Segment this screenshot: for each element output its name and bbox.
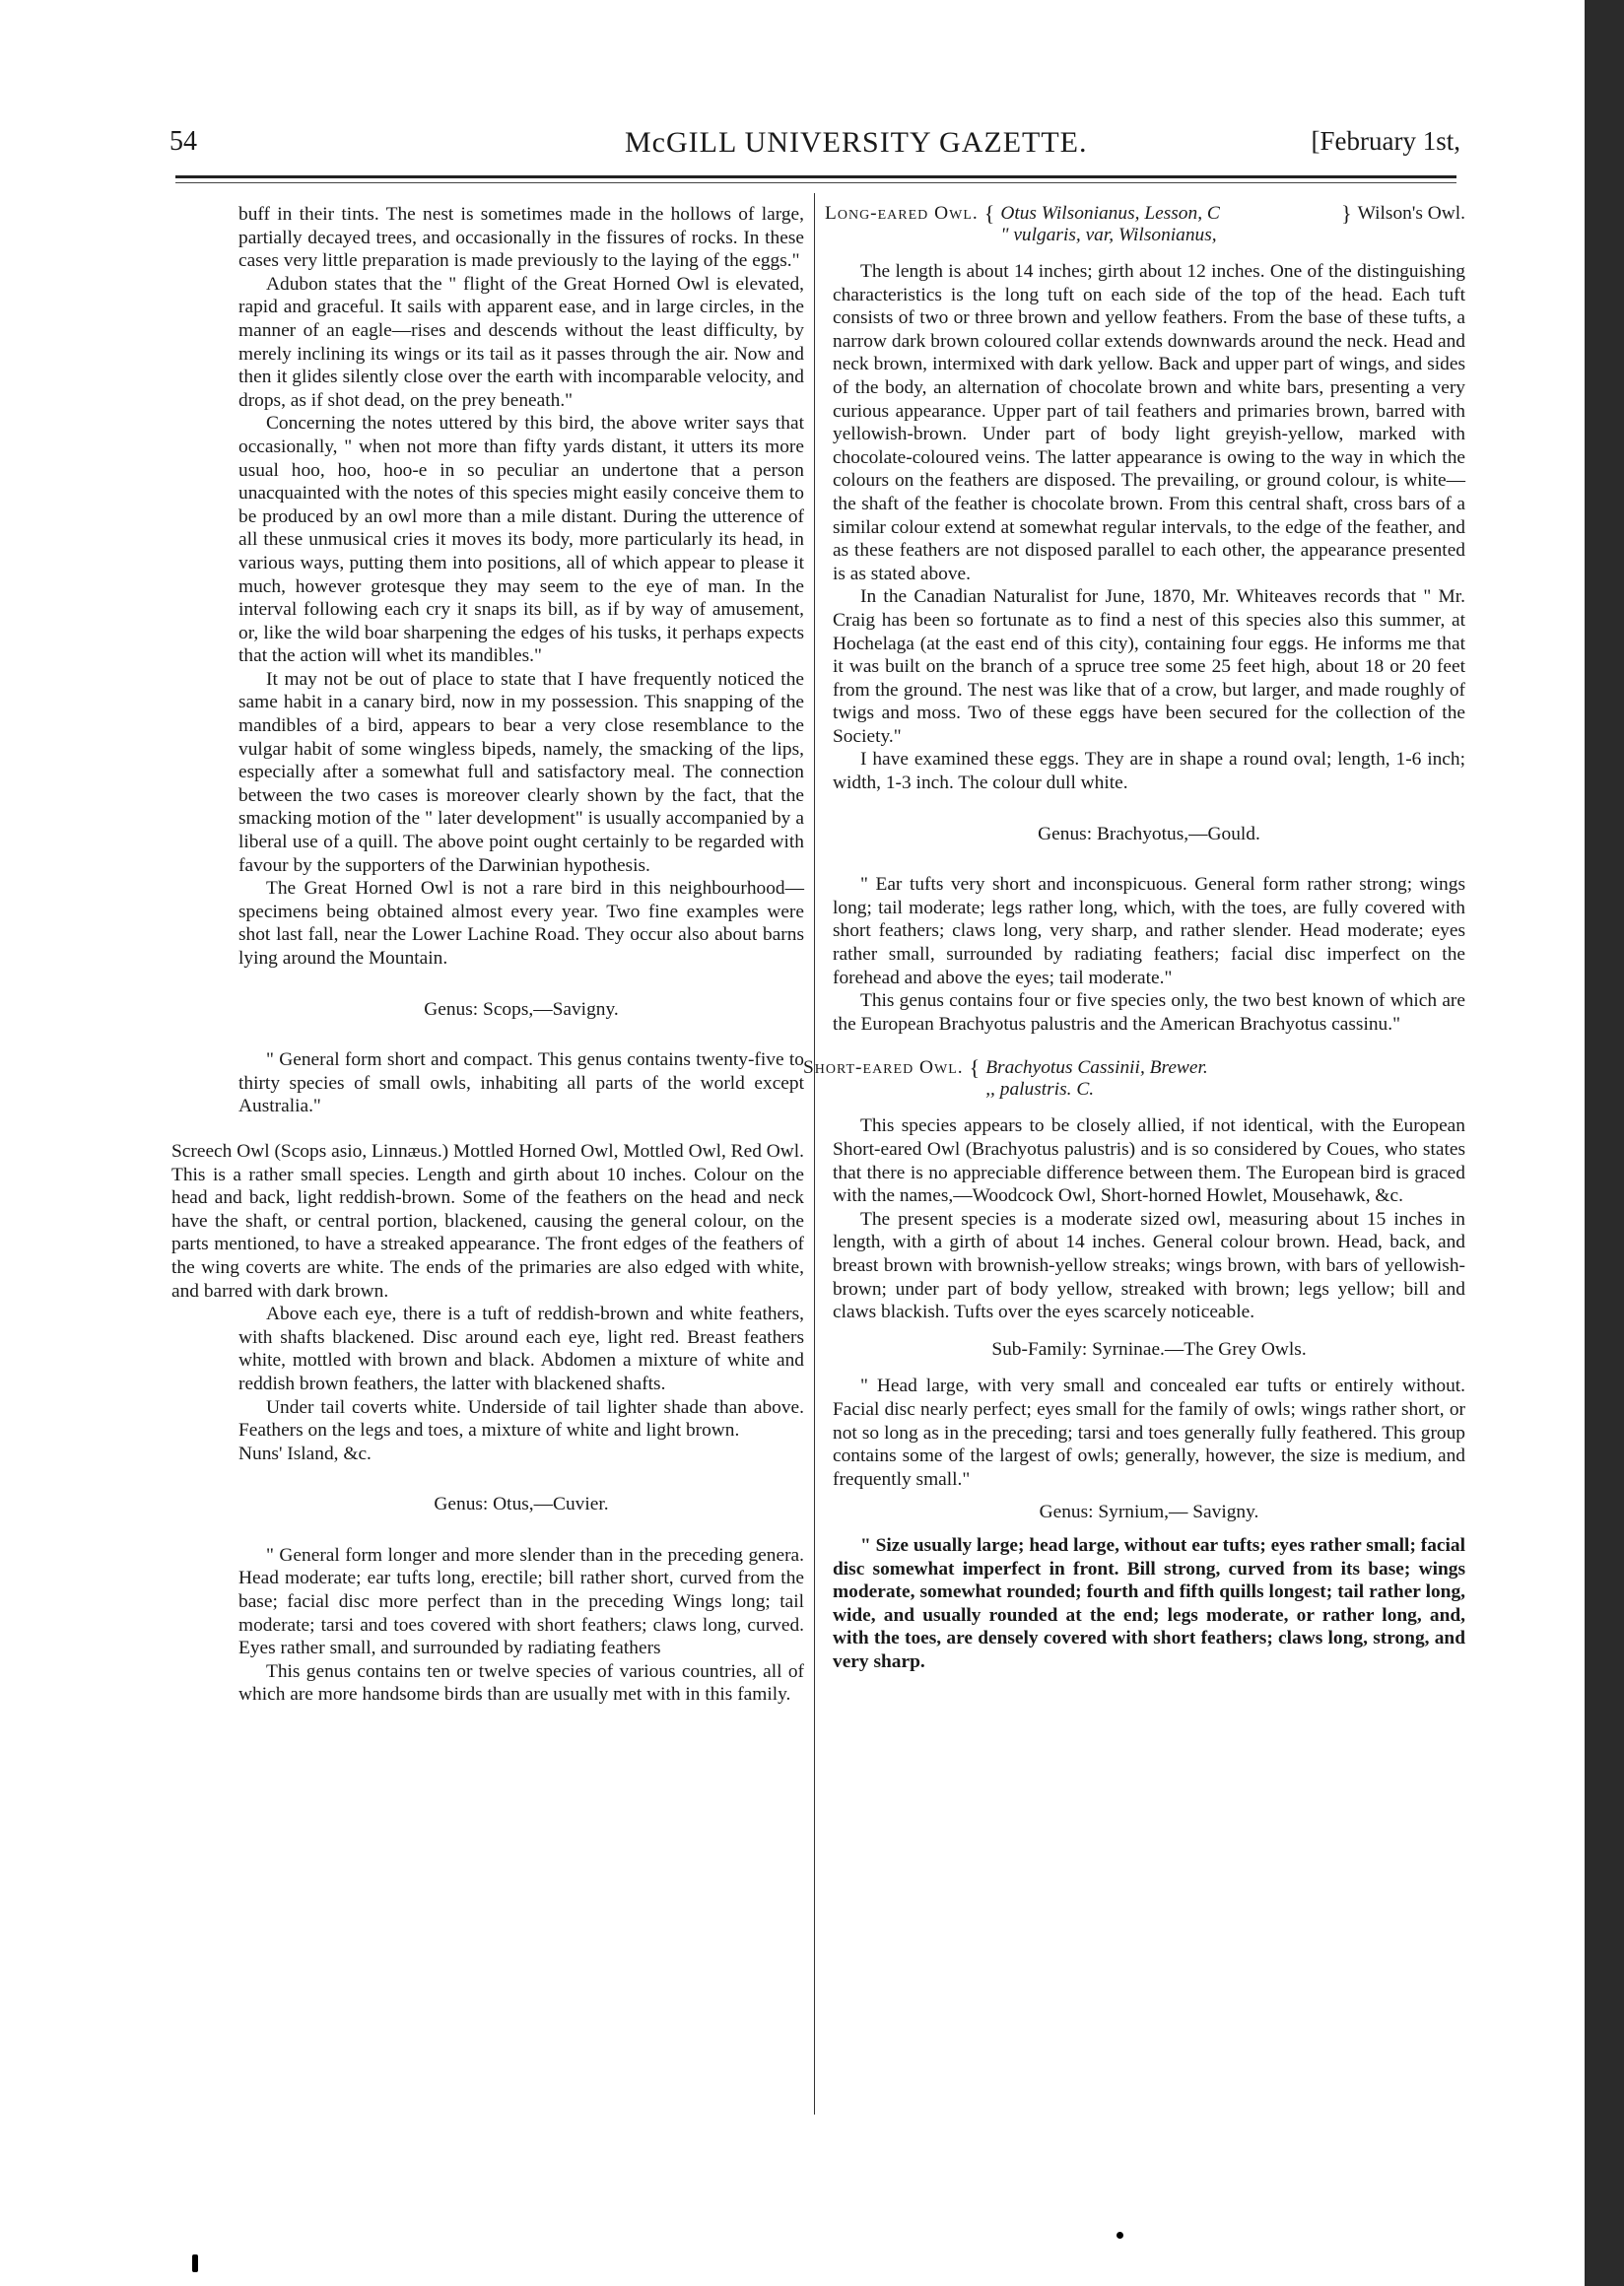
paragraph: Adubon states that the " flight of the Great Horned Owl is elevated, rapid and graceful. It sails with apparent ease, and in large circles, in the manner of an eagle—rises and descends without the least difficulty, by merely inclining its wings or its tail as it passes through the air. Now and then it glides silently close over the earth with incomparable velocity, and drops, as if shot dead, on the prey beneath." <box>238 273 804 411</box>
page-edge-shadow <box>1585 0 1624 2286</box>
page-header <box>169 126 1460 166</box>
synonymy-block <box>825 203 1465 246</box>
synonym-names <box>985 1057 1465 1101</box>
species-label: Long-eared Owl. <box>825 203 979 224</box>
paragraph: " General form longer and more slender than in the preceding genera. Head moderate; ear tufts long, erectile; bill rather short, curved from the base; facial disc more perfect than in the preceding Wings long; tail moderate; tarsi and toes covered with short feathers; claws long, curved. Eyes rather small, and surrounded by radiating feathers <box>238 1544 804 1659</box>
subfamily-heading: Sub-Family: Syrninae.—The Grey Owls. <box>991 1338 1307 1360</box>
paragraph: It may not be out of place to state that I have frequently noticed the same habit in a canary bird, now in my possession. This snapping of the mandibles of a bird, appears to bear a very close resemblance to the vulgar habit of some wingless bipeds, namely, the smacking of the lips, especially after a somewhat full and satisfactory meal. The connection between the two cases is moreover clearly shown by the fact, that the smacking motion of the " later development" is usually accompanied by a liberal use of a quill. The above point ought certainly to be regarded with favour by the supporters of the Darwinian hypothesis. <box>238 668 804 876</box>
synonymy-block <box>803 1057 1465 1101</box>
header-rule <box>175 175 1456 178</box>
synonym-line: ,, palustris. C. <box>985 1079 1095 1101</box>
paragraph: buff in their tints. The nest is sometimes made in the hollows of large, partially decayed trees, and occasionally in the fissures of rocks. In these cases very little preparation is made previously to the laying of the eggs." <box>238 204 804 272</box>
paragraph: The length is about 14 inches; girth about 12 inches. One of the distinguishing characteristics is the long tuft on each side of the top of the head. Each tuft consists of two or three brown and yellow feathers. From the base of these tufts, a narrow dark brown coloured collar extends downwards around the neck. Head and neck brown, intermixed with dark yellow. Back and upper part of wings, and sides of the body, an alternation of chocolate brown and white bars, presenting a very curious appearance. Upper part of tail feathers and primaries brown, barred with yellowish-brown. Under part of body light greyish-yellow, marked with chocolate-coloured veins. The latter appearance is owing to the way in which the colours on the feathers are disposed. The prevailing, or ground colour, is white—the shaft of the feather is chocolate brown. From this central shaft, cross bars of a similar colour extend at somewhat regular intervals, to the edge of the feather, and as these feathers are not disposed parallel to each other, the appearance presented is as stated above. <box>833 261 1465 584</box>
paragraph: In the Canadian Naturalist for June, 1870, Mr. Whiteaves records that " Mr. Craig has been so fortunate as to find a nest of this species also this summer, at Hochelaga (at the east end of this city), containing four eggs. He informs me that it was built on the branch of a spruce tree some 25 feet high, about 18 or 20 feet from the ground. The nest was like that of a crow, but larger, and made roughly of twigs and moss. Two of these eggs have been secured for the collection of the Society." <box>833 586 1465 747</box>
paragraph: I have examined these eggs. They are in shape a round oval; length, 1-6 inch; width, 1-3 inch. The colour dull white. <box>833 749 1465 794</box>
ink-speck <box>1116 2232 1123 2239</box>
paragraph: The present species is a moderate sized owl, measuring about 15 inches in length, with a girth of about 14 inches. General colour brown. Head, back, and breast brown with brownish-yellow streaks; wings brown, with bars of yellowish-brown; under part of body yellow, streaked with brown; legs yellow; bill and claws blackish. Tufts over the eyes scarcely noticeable. <box>833 1208 1465 1323</box>
right-column <box>803 201 1465 1673</box>
header-rule-thin <box>175 182 1456 183</box>
paragraph: " General form short and compact. This genus contains twenty-five to thirty species of small owls, inhabiting all parts of the world except Australia." <box>238 1049 804 1117</box>
brace: { <box>969 1055 981 1081</box>
paragraph: The Great Horned Owl is not a rare bird in this neighbourhood—specimens being obtained almost every year. Two fine examples were shot last fall, near the Lower Lachine Road. They occur also about barns lying around the Mountain. <box>238 878 804 969</box>
synonym-line: Brachyotus Cassinii, Brewer. <box>985 1057 1208 1079</box>
paragraph: Above each eye, there is a tuft of reddish-brown and white feathers, with shafts blackened. Disc around each eye, light red. Breast feathers white, mottled with brown and black. Abdomen a mixture of white and reddish brown feathers, the latter with blackened shafts. <box>238 1304 804 1394</box>
synonym-line: " vulgaris, var, Wilsonianus, <box>1000 225 1217 245</box>
brace: } <box>1341 201 1352 226</box>
ink-speck <box>192 2254 198 2272</box>
page-number: 54 <box>169 126 197 157</box>
synonym-line: Otus Wilsonianus, Lesson, C <box>1000 203 1220 224</box>
genus-heading: Genus: Syrnium,— Savigny. <box>1039 1502 1259 1523</box>
journal-title: McGILL UNIVERSITY GAZETTE. <box>625 126 1088 159</box>
paragraph: Concerning the notes uttered by this bird, the above writer says that occasionally, " when not more than fifty yards distant, it utters its more usual hoo, hoo, hoo-e in so peculiar an undertone that a person unacquainted with the notes of this species might easily conceive them to be produced by an owl more than a mile distant. During the utterence of all these unmusical cries it moves its body, more particularly its head, in various ways, putting them into positions, all of which appear to please it much, however grotesque they may seem to the eye of man. In the interval following each cry it snaps its bill, as if by way of amusement, or, like the wild boar sharpening the edges of his tusks, it perhaps expects that the action will whet its mandibles." <box>238 413 804 667</box>
paragraph: " Head large, with very small and concealed ear tufts or entirely without. Facial disc nearly perfect; eyes small for the family of owls; wings rather short, or not so long as in the preceding; tarsi and toes generally fully feathered. This group contains some of the largest of owls; generally, however, the size is medium, and frequently small." <box>833 1376 1465 1490</box>
synonym-names <box>1000 203 1335 246</box>
issue-date: [February 1st, <box>1311 126 1460 156</box>
paragraph: " Ear tufts very short and inconspicuous. General form rather strong; wings long; tail moderate; legs rather long, which, with the toes, are fully covered with short feathers; claws long, very sharp, and rather slender. Head moderate; eyes rather small, surrounded by radiating feathers; facial disc imperfect on the forehead and above the eyes; tail moderate." <box>833 874 1465 988</box>
paragraph: Under tail coverts white. Underside of tail lighter shade than above. Feathers on the legs and toes, a mixture of white and light brown. <box>238 1396 804 1442</box>
left-column <box>171 203 804 1707</box>
paragraph: " Size usually large; head large, without ear tufts; eyes rather small; facial disc somewhat imperfect in front. Bill strong, curved from its base; wings moderate, somewhat rounded; fourth and fifth quills longest; tail rather long, wide, and usually rounded at the end; legs moderate, or rather long, and, with the toes, are densely covered with short feathers; claws long, strong, and very sharp. <box>833 1534 1465 1672</box>
brace: { <box>983 201 995 226</box>
column-separator <box>814 193 815 2115</box>
paragraph: This genus contains ten or twelve species of various countries, all of which are more handsome birds than are usually met with in this family. <box>238 1660 804 1706</box>
species-entry: Screech Owl (Scops asio, Linnæus.) Mottled Horned Owl, Mottled Owl, Red Owl. This is a rather small species. Length and girth about 10 inches. Colour on the head and back, light reddish-brown. Some of the feathers on the head and neck have the shaft, or central portion, blackened, causing the general colour, on the parts mentioned, to have a streaked appearance. The front edges of the feathers of the wing coverts are white. The ends of the primaries are also edged with white, and barred with dark brown. <box>171 1140 804 1302</box>
paragraph: This genus contains four or five species only, the two best known of which are the European Brachyotus palustris and the American Brachyotus cassinu." <box>833 990 1465 1035</box>
locality: Nuns' Island, &c. <box>238 1443 372 1464</box>
popular-name: Wilson's Owl. <box>1357 203 1465 224</box>
species-label: Short-eared Owl. <box>803 1057 964 1079</box>
genus-heading: Genus: Otus,—Cuvier. <box>434 1494 609 1515</box>
genus-heading: Genus: Brachyotus,—Gould. <box>1038 823 1260 844</box>
paragraph: This species appears to be closely allied, if not identical, with the European Short-eared Owl (Brachyotus palustris) and is so considered by Coues, who states that there is no appreciable difference between them. The European bird is graced with the names,—Woodcock Owl, Short-horned Howlet, Mousehawk, &c. <box>833 1115 1465 1207</box>
genus-heading: Genus: Scops,—Savigny. <box>424 998 619 1020</box>
